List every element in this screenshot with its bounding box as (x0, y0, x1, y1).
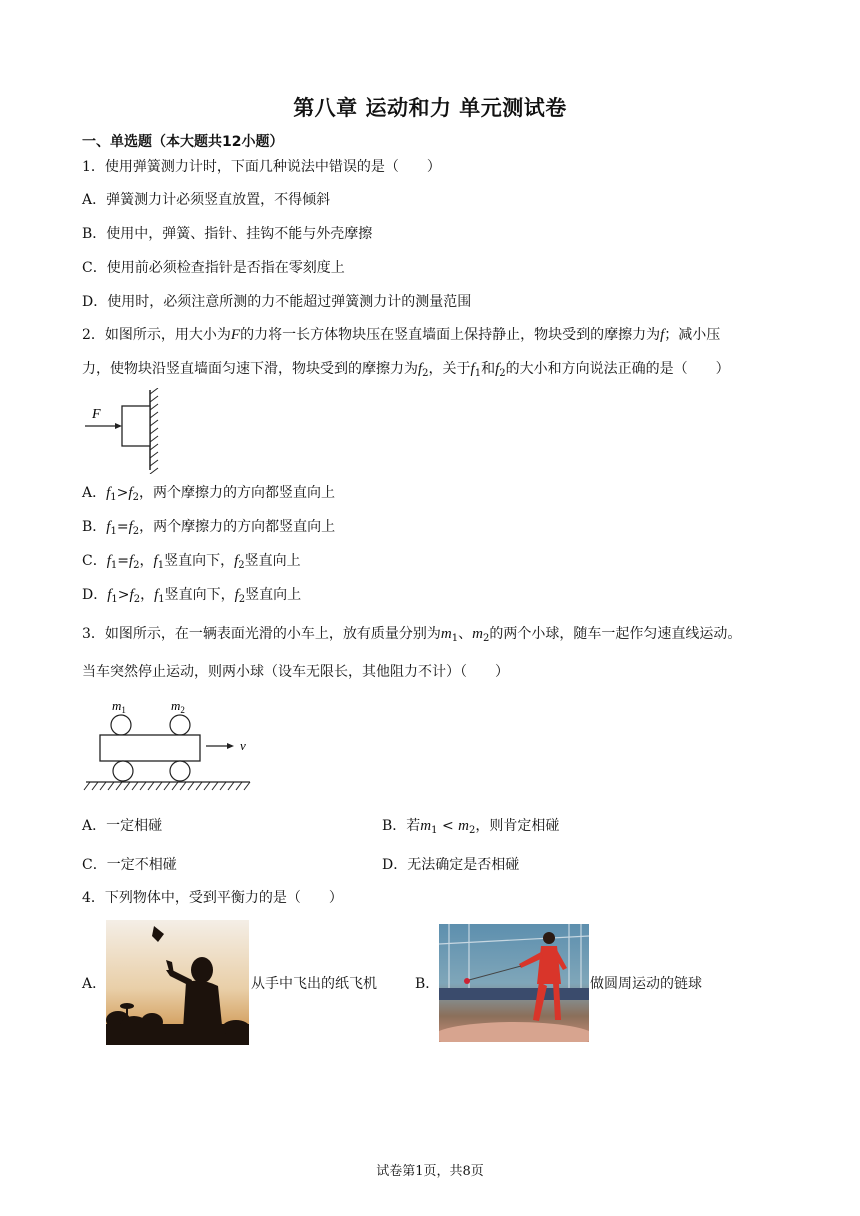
m2-label: $m_2$ (171, 698, 185, 715)
force-label: F (92, 407, 101, 422)
q3-figure-cart (82, 694, 254, 794)
q2-option-d: D．$f_1>f_2$，$f_1$竖直向下，$f_2$竖直向上 (82, 587, 302, 605)
q3-option-c: C．一定不相碰 (82, 857, 177, 873)
cart-body (100, 735, 200, 761)
q4-stem: 4．下列物体中，受到平衡力的是（ ） (82, 890, 343, 906)
cart-wheel-left (113, 761, 133, 781)
q4-option-b-text: 做圆周运动的链球 (590, 976, 702, 992)
q1-option-b: B．使用中，弹簧、指针、挂钩不能与外壳摩擦 (82, 226, 373, 242)
q4-option-a-label: A． (82, 976, 107, 992)
cart-wheel-right (170, 761, 190, 781)
q2-stem-line1: 2．如图所示，用大小为F的力将一长方体物块压在竖直墙面上保持静止，物块受到的摩擦力为f；减小压 (82, 327, 721, 343)
q3-stem-line2: 当车突然停止运动，则两小球（设车无限长，其他阻力不计）（ ） (82, 664, 509, 680)
ball-m1 (111, 715, 131, 735)
paper-plane-photo (106, 920, 249, 1045)
q2-option-a: A．$f_1>f_2$，两个摩擦力的方向都竖直向上 (82, 485, 335, 503)
q1-option-d: D．使用时，必须注意所测的力不能超过弹簧测力计的测量范围 (82, 294, 472, 310)
q3-option-a: A．一定相碰 (82, 818, 163, 834)
hammer-throw-photo (439, 924, 589, 1042)
page-title: 第八章 运动和力 单元测试卷 (293, 96, 567, 120)
q1-stem: 1．使用弹簧测力计时，下面几种说法中错误的是（ ） (82, 159, 441, 175)
page-footer: 试卷第1页，共8页 (376, 1164, 484, 1179)
q2-stem-line2: 力，使物块沿竖直墙面匀速下滑，物块受到的摩擦力为$f_2$，关于$f_1$和$f_2$的大小和方向说法正确的是（ ） (82, 361, 730, 379)
q1-option-a: A．弹簧测力计必须竖直放置，不得倾斜 (82, 192, 331, 208)
ball-m2 (170, 715, 190, 735)
q2-option-b: B．$f_1=f_2$，两个摩擦力的方向都竖直向上 (82, 519, 336, 537)
q3-option-b: B．若$m_1 < m_2$，则肯定相碰 (382, 818, 560, 836)
velocity-label: v (240, 738, 246, 753)
m1-label: $m_1$ (112, 698, 126, 715)
section-heading: 一、单选题（本大题共12小题） (82, 134, 284, 150)
q2-option-c: C．$f_1=f_2$，$f_1$竖直向下，$f_2$竖直向上 (82, 553, 301, 571)
q3-option-d: D．无法确定是否相碰 (382, 857, 520, 873)
q4-option-a-text: 从手中飞出的纸飞机 (251, 976, 377, 992)
q4-option-b-label: B． (415, 976, 440, 992)
q3-stem-line1: 3．如图所示，在一辆表面光滑的小车上，放有质量分别为$m_1$、$m_2$的两个小球，随车一起作匀速直线运动。 (82, 626, 742, 644)
q1-option-c: C．使用前必须检查指针是否指在零刻度上 (82, 260, 345, 276)
q2-figure-block-wall (82, 388, 172, 474)
block (122, 406, 150, 446)
